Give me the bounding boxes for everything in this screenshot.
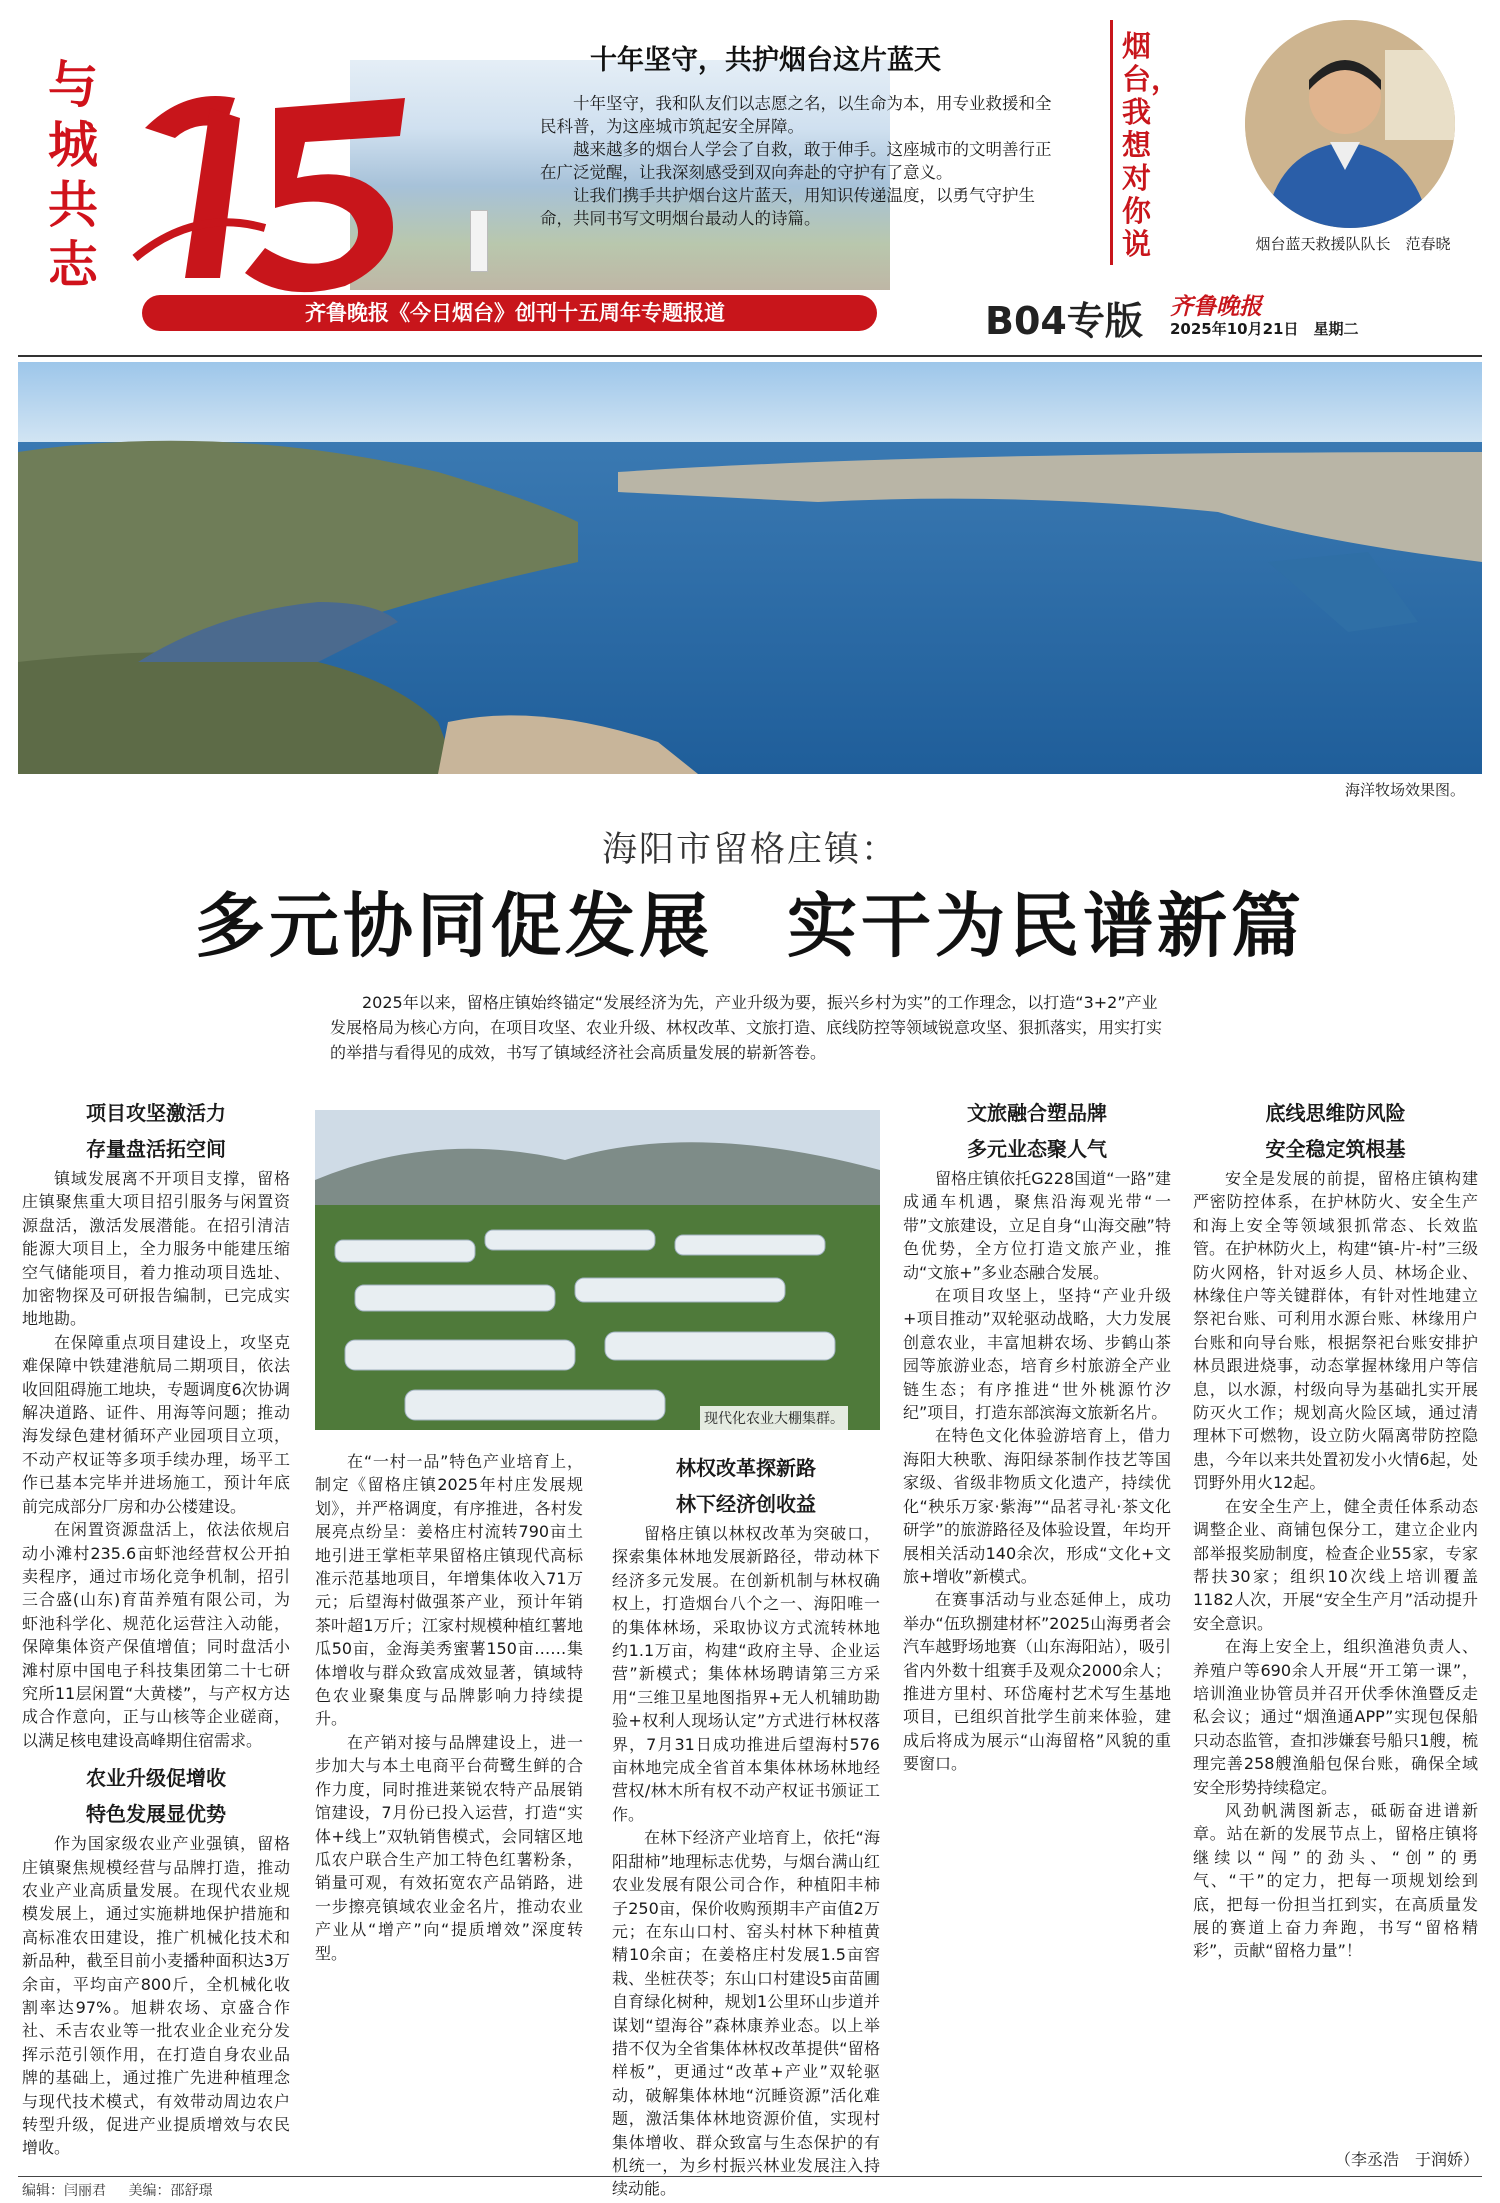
- section-subtitle: 林下经济创收益: [676, 1492, 816, 1516]
- footer-rule: [18, 2176, 1482, 2177]
- portrait-photo: [1245, 20, 1455, 228]
- feature-title: 十年坚守，共护烟台这片蓝天: [590, 45, 941, 76]
- page-code: B04专版: [985, 299, 1143, 343]
- paragraph: 在“一村一品”特色产业培育上，制定《留格庄镇2025年村庄发展规划》，并严格调度，有序推进，各村发展亮点纷呈：姜格庄村流转790亩土地引进王掌柜苹果留格庄镇现代高标准示范基地项目，年增集体收入71万元；后望海村做强茶产业，预计年销茶叶超1万斤；江家村规模种植红薯地瓜50亩，金海美秀蜜薯150亩……集体增收与群众致富成效显著，镇域特色农业聚集度与品牌影响力持续提升。: [315, 1452, 583, 1729]
- section-title: 文旅融合塑品牌: [967, 1101, 1107, 1125]
- paragraph: 在保障重点项目建设上，攻坚克难保障中铁建港航局二期项目，依法收回阻碍施工地块，专题调度6次协调解决道路、证件、用海等问题；推动海发绿色建材循环产业园项目立项，不动产权证等多项手续办理，场平工作已基本完毕并进场施工，预计年底前完成部分厂房和办公楼建设。: [22, 1332, 290, 1516]
- logo-number: 15: [115, 58, 117, 59]
- paragraph: 作为国家级农业产业强镇，留格庄镇聚焦规模经营与品牌打造，推动农业产业高质量发展。在现代农业规模发展上，通过实施耕地保护措施和高标准农田建设，推广机械化技术和新品种，截至目前小麦播种面积达3万余亩，平均亩产800斤，全机械化收割率达97%。旭耕农场、京盛合作社、禾吉农业等一批农业企业充分发挥示范引领作用，在打造自身农业品牌的基础上，通过推广先进种植理念与现代技术模式，有效带动周边农户转型升级，促进产业提质增效与农民增收。: [22, 1834, 290, 2158]
- section-subtitle: 特色发展显优势: [86, 1802, 226, 1827]
- column-2: [315, 1450, 583, 1965]
- section-subtitle: 存量盘活拓空间: [86, 1137, 226, 1161]
- section-title: 项目攻坚激活力: [86, 1101, 226, 1125]
- section-subtitle: 多元业态聚人气: [967, 1137, 1107, 1161]
- section-title: 底线思维防风险: [1265, 1101, 1406, 1125]
- paragraph: 在赛事活动与业态延伸上，成功举办“伍玖捌建材杯”2025山海勇者会汽车越野场地赛（山东海阳站），吸引省内外数十组赛手及观众2000余人；推进方里村、环岱庵村艺术写生基地项目，已组织首批学生前来体验，建成后将成为展示“山海留格”风貌的重要窗口。: [903, 1590, 1171, 1774]
- designer-credit: 美编：邵舒璟: [128, 2183, 213, 2199]
- paragraph: 留格庄镇依托G228国道“一路”建成通车机遇，聚焦沿海观光带“一带”文旅建设，立足自身“山海交融”特色优势，全方位打造文旅产业，推动“文旅+”多业态融合发展。: [903, 1169, 1171, 1282]
- photo-caption: 现代化农业大棚集群。: [700, 1406, 848, 1430]
- section-subtitle: 安全稳定筑根基: [1265, 1137, 1406, 1161]
- article-lead: 2025年以来，留格庄镇始终锚定“发展经济为先，产业升级为要，振兴乡村为实”的工作理念，以打造“3+2”产业发展格局为核心方向，在项目攻坚、农业升级、林权改革、文旅打造、底线防控等领域锐意攻坚、狠抓落实，用实打实的举措与看得见的成效，书写了镇域经济社会高质量发展的崭新答卷。: [330, 993, 1163, 1062]
- article-byline: （李丞浩 于润娇）: [1335, 2150, 1480, 2169]
- paragraph: 安全是发展的前提，留格庄镇构建严密防控体系，在护林防火、安全生产和海上安全等领域狠抓常态、长效监管。在护林防火上，构建“镇-片-村”三级防火网格，针对返乡人员、林场企业、林缘住户等关键群体，有针对性地建立祭祀台账、可利用水源台账、林缘用户台账和向导台账，根据祭祀台账安排护林员跟进烧事，动态掌握林缘用户等信息，以水源，村级向导为基础扎实开展防灭火工作；规划高火险区域，通过清理林下可燃物，设立防火隔离带防控隐患，今年以来共处置初发小火情6起，处罚野外用火12起。: [1193, 1169, 1478, 1493]
- paragraph: 镇域发展离不开项目支撑，留格庄镇聚焦重大项目招引服务与闲置资源盘活，激活发展潜能。在招引清洁能源大项目上，全力服务中能建压缩空气储能项目，着力推动项目选址、加密物探及可研报告编制，已完成实地地勘。: [22, 1169, 290, 1329]
- intro-paragraph: 十年坚守，我和队友们以志愿之名，以生命为本，用专业救援和全民科普，为这座城市筑起安全屏障。: [540, 94, 1052, 136]
- issue-date: 2025年10月21日 星期二: [1170, 320, 1359, 338]
- paragraph: 在闲置资源盘活上，依法依规启动小滩村235.6亩虾池经营权公开拍卖程序，通过市场化竞争机制，招引三合盛(山东)育苗养殖有限公司，为虾池科学化、规范化运营注入动能，保障集体资产保值增值；同时盘活小滩村原中国电子科技集团第二十七研究所11层闲置“大黄楼”，与产权方达成合作意向，正与山核等企业磋商，以满足核电建设高峰期住宿需求。: [22, 1520, 290, 1750]
- paragraph: 在特色文化体验游培育上，借力海阳大秧歌、海阳绿茶制作技艺等国家级、省级非物质文化遗产，持续优化“秧乐万家·紫海”“品茗寻礼·茶文化研学”的旅游路径及体验设置，年均开展相关活动140余次，形成“文化+文旅+增收”新模式。: [903, 1426, 1171, 1586]
- paragraph: 在安全生产上，健全责任体系动态调整企业、商铺包保分工，建立企业内部举报奖励制度，检查企业55家，专家帮扶30家；组织10次线上培训覆盖1182人次，开展“安全生产月”活动提升安全意识。: [1193, 1496, 1478, 1633]
- anniversary-15-logo: [115, 58, 425, 298]
- article-subhead: 海阳市留格庄镇：: [601, 830, 898, 870]
- ocean-ranch-photo: [18, 362, 1482, 774]
- portrait-caption: 烟台蓝天救援队队长 范春晓: [1255, 235, 1451, 253]
- greenhouse-illustration: [315, 1110, 880, 1430]
- paragraph: 在林下经济产业培育上，依托“海阳甜柿”地理标志优势，与烟台满山红农业发展有限公司合作，种植阳丰柿子250亩，保价收购预期丰产亩值2万元；在东山口村、窑头村林下种植黄精10余亩；在姜格庄村发展1.5亩窖栽、坐桩茯苓；东山口村建设5亩苗圃自育绿化树种，规划1公里环山步道并谋划“望海谷”森林康养业态。以上举措不仅为全省集体林权改革提供“留格样板”，更通过“改革+产业”双轮驱动，破解集体林地“沉睡资源”活化难题，激活集体林地资源价值，实现村集体增收、群众致富与生态保护的有机统一，为乡村振兴林业发展注入持续动能。: [612, 1828, 880, 2199]
- paragraph: 在海上安全上，组织渔港负责人、养殖户等690余人开展“开工第一课”，培训渔业协管员并召开伏季休渔暨反走私会议；通过“烟渔通APP”实现包保船只动态监管，查扣涉嫌套号船只1艘，梳理完善258艘渔船包保台账，确保全域安全形势持续稳定。: [1193, 1637, 1478, 1797]
- photo-caption: 海洋牧场效果图。: [1345, 781, 1466, 799]
- footer-credits: [22, 2180, 230, 2200]
- paragraph: 在产销对接与品牌建设上，进一步加大与本土电商平台荷鹭生鲜的合作力度，同时推进莱锐农特产品展销馆建设，7月份已投入运营，打造“实体+线上”双轨销售模式，会同辖区地瓜农户联合生产加工特色红薯粉条，销量可观，有效拓宽农产品销路，进一步擦亮镇域农业金名片，推动农业产业从“增产”向“提质增效”深度转型。: [315, 1732, 583, 1963]
- intro-paragraph: 越来越多的烟台人学会了自救，敢于伸手。这座城市的文明善行正在广泛觉醒，让我深刻感受到双向奔赴的守护有了意义。: [540, 140, 1052, 182]
- column-3: [612, 1450, 880, 2201]
- lighthouse-illustration: [470, 210, 488, 272]
- paragraph: 风劲帆满图新志，砥砺奋进谱新章。站在新的发展节点上，留格庄镇将继续以“闯”的劲头、“创”的勇气、“干”的定力，把每一项规划绘到底，把每一份担当扛到实，在高质量发展的赛道上奋力奔跑，书写“留格精彩”，贡献“留格力量”！: [1193, 1800, 1478, 1961]
- banner-text: 齐鲁晚报《今日烟台》创刊十五周年专题报道: [305, 301, 725, 325]
- logo-vertical-text: 与城共志: [48, 55, 98, 294]
- coastal-bay-illustration: [18, 362, 1482, 774]
- column-5: [1193, 1095, 1478, 1963]
- paragraph: 留格庄镇以林权改革为突破口，探索集体林地发展新路径，带动林下经济多元发展。在创新机制与林权确权上，打造烟台八个之一、海阳唯一的集体林场，采取协议方式流转林地约1.1万亩，构建“政府主导、企业运营”新模式；集体林场聘请第三方采用“三维卫星地图指界+无人机辅助勘验+权利人现场认定”方式进行林权落界，7月31日成功推进后望海村576亩林地完成全省首本集体林场林地经营权/林木所有权不动产权证书颁证工作。: [612, 1524, 880, 1824]
- editor-credit: 编辑：闫丽君: [22, 2183, 106, 2199]
- side-vertical-title: 烟台，我想对你说: [1122, 29, 1181, 261]
- column-1: [22, 1095, 290, 2160]
- feature-intro: [540, 92, 1060, 230]
- section-title: 农业升级促增收: [86, 1766, 226, 1791]
- section-title: 林权改革探新路: [676, 1456, 816, 1480]
- newspaper-name: 齐鲁晚报: [1170, 293, 1262, 320]
- intro-paragraph: 让我们携手共护烟台这片蓝天，用知识传递温度，以勇气守护生命，共同书写文明烟台最动人的诗篇。: [540, 186, 1035, 228]
- header-rule: [18, 355, 1482, 357]
- paragraph: 在项目攻坚上，坚持“产业升级+项目推动”双轮驱动战略，大力发展创意农业，丰富旭耕农场、步鹤山茶园等旅游业态，培育乡村旅游全产业链生态；有序推进“世外桃源竹汐纪”项目，打造东部滨海文旅新名片。: [903, 1286, 1171, 1423]
- column-4: [903, 1095, 1171, 1776]
- person-illustration: [1245, 20, 1455, 228]
- greenhouse-photo: [315, 1110, 880, 1430]
- red-divider: [1110, 20, 1113, 265]
- article-headline: 多元协同促发展 实干为民谱新篇: [195, 884, 1305, 967]
